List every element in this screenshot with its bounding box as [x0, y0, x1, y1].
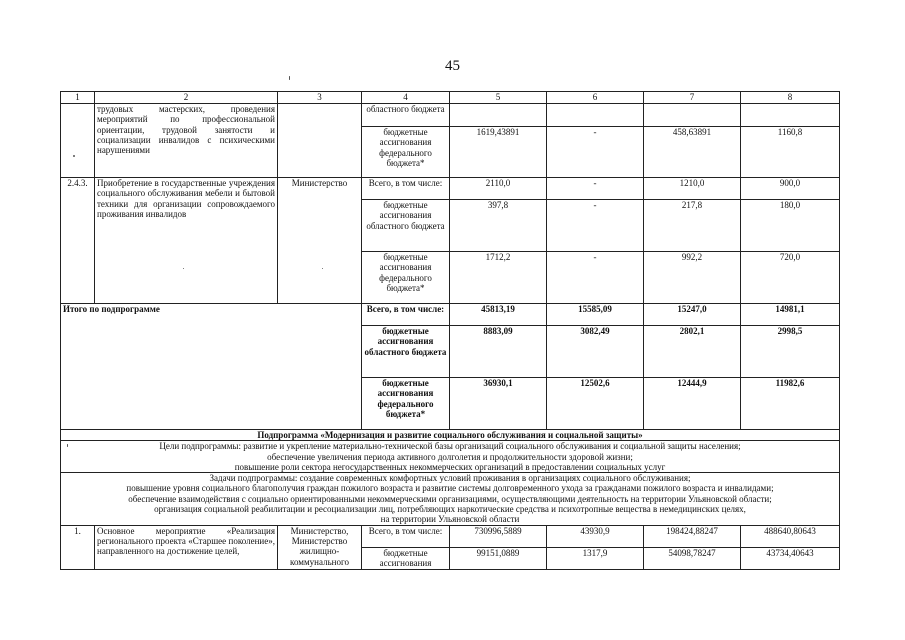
- value-cell: 198424,88247: [644, 525, 741, 547]
- column-number-row: [61, 92, 840, 104]
- value-cell: 3082,49: [547, 326, 644, 378]
- value-cell: 36930,1: [450, 378, 547, 430]
- goal-line: обеспечение увеличения периода активного долголетия и продолжительности здоровой жизни;: [267, 451, 633, 462]
- measure-number: 2.4.3.: [61, 178, 95, 304]
- col-header-8: 8: [741, 92, 840, 104]
- value-cell: 720,0: [741, 252, 840, 304]
- value-cell: 397,8: [450, 200, 547, 252]
- value-cell: 8883,09: [450, 326, 547, 378]
- value-cell: 12502,6: [547, 378, 644, 430]
- col-header-7: 7: [644, 92, 741, 104]
- subprogram-tasks: [61, 473, 840, 525]
- value-cell: 730996,5889: [450, 525, 547, 547]
- value-cell: 15585,09: [547, 304, 644, 326]
- funding-source: бюджетные ассигнования: [362, 547, 450, 569]
- col-header-1: 1: [61, 92, 95, 104]
- funding-source: бюджетные ассигнования федерального бюджета*: [362, 378, 450, 430]
- funding-source: бюджетные ассигнования областного бюджета: [362, 326, 450, 378]
- scan-speck: [67, 444, 68, 447]
- value-cell: [644, 104, 741, 127]
- task-line: Задачи подпрограммы: создание современных комфортных условий проживания в организациях социального обслуживания;: [209, 473, 691, 484]
- col-header-6: 6: [547, 92, 644, 104]
- value-cell: [547, 104, 644, 127]
- value-cell: 43734,40643: [741, 547, 840, 569]
- subprogram-title: Подпрограмма «Модернизация и развитие социального обслуживания и социальной защиты»: [61, 430, 840, 441]
- scan-speck: [73, 155, 75, 157]
- number-cell: [61, 104, 95, 178]
- value-cell: 99151,0889: [450, 547, 547, 569]
- scan-speck: [289, 76, 290, 80]
- task-line: организация социальной реабилитации и ресоциализации лиц, потребляющих наркотические средства и психотропные вещества в немедицинских целях,: [154, 504, 746, 515]
- table-row: [61, 525, 840, 547]
- value-cell: 14981,1: [741, 304, 840, 326]
- col-header-4: 4: [362, 92, 450, 104]
- value-cell: 1210,0: [644, 178, 741, 200]
- value-cell: 1712,2: [450, 252, 547, 304]
- measure-number: 1.: [61, 525, 95, 569]
- section-row: [61, 430, 840, 441]
- goal-line: повышение роли сектора негосударственных некоммерческих организаций в предоставлении социальных услуг: [234, 461, 666, 472]
- task-line: обеспечение взаимодействия с социально ориентированными некоммерческими организациями, осуществляющими деятельность на территории Ульяновской области;: [128, 493, 772, 504]
- value-cell: 43930,9: [547, 525, 644, 547]
- value-cell: [450, 104, 547, 127]
- value-cell: 15247,0: [644, 304, 741, 326]
- value-cell: 2998,5: [741, 326, 840, 378]
- value-cell: -: [547, 200, 644, 252]
- value-cell: 12444,9: [644, 378, 741, 430]
- executor-cell: [278, 104, 362, 178]
- scan-speck: [183, 268, 184, 269]
- value-cell: 45813,19: [450, 304, 547, 326]
- value-cell: [741, 104, 840, 127]
- col-header-5: 5: [450, 92, 547, 104]
- program-table: [60, 91, 840, 570]
- funding-source: Всего, в том числе:: [362, 304, 450, 326]
- value-cell: 458,63891: [644, 127, 741, 178]
- funding-source: Всего, в том числе:: [362, 178, 450, 200]
- value-cell: -: [547, 178, 644, 200]
- funding-source: бюджетные ассигнования областного бюджета: [362, 200, 450, 252]
- value-cell: 180,0: [741, 200, 840, 252]
- value-cell: 54098,78247: [644, 547, 741, 569]
- section-row: [61, 441, 840, 473]
- section-row: [61, 473, 840, 525]
- col-header-2: 2: [95, 92, 278, 104]
- value-cell: 11982,6: [741, 378, 840, 430]
- funding-source: бюджетные ассигнования федерального бюджета*: [362, 127, 450, 178]
- value-cell: 217,8: [644, 200, 741, 252]
- funding-source: бюджетные ассигнования федерального бюджета*: [362, 252, 450, 304]
- measure-description: трудовых мастерских, проведения мероприятий по профессиональной ориентации, трудовой занятости и социализации инвалидов с психическими нарушениями: [95, 104, 278, 178]
- subprogram-goals: [61, 441, 840, 473]
- value-cell: 900,0: [741, 178, 840, 200]
- executor: Министерство, Министерство жилищно-коммунального: [278, 525, 362, 569]
- value-cell: 1160,8: [741, 127, 840, 178]
- scan-speck: [322, 268, 323, 269]
- page-number: 45: [445, 58, 460, 74]
- value-cell: 1317,9: [547, 547, 644, 569]
- value-cell: 2802,1: [644, 326, 741, 378]
- task-line: на территории Ульяновской области: [380, 514, 520, 525]
- executor: Министерство: [278, 178, 362, 304]
- task-line: повышение уровня социального благополучия граждан пожилого возраста и развитие системы долговременного ухода за гражданами пожилого возраста и инвалидами;: [126, 483, 774, 494]
- total-row: [61, 304, 840, 326]
- measure-description: Основное мероприятие «Реализация регионального проекта «Старшее поколение», направленного на достижение целей,: [95, 525, 278, 569]
- table-row: [61, 178, 840, 200]
- value-cell: 992,2: [644, 252, 741, 304]
- goal-line: Цели подпрограммы: развитие и укрепление материально-технической базы организаций социального обслуживания и социальной защиты населения;: [159, 441, 741, 452]
- value-cell: 1619,43891: [450, 127, 547, 178]
- value-cell: -: [547, 127, 644, 178]
- total-label: Итого по подпрограмме: [61, 304, 362, 430]
- table-row: [61, 104, 840, 127]
- funding-source: Всего, в том числе:: [362, 525, 450, 547]
- funding-source: областного бюджета: [362, 104, 450, 127]
- value-cell: 2110,0: [450, 178, 547, 200]
- measure-description: Приобретение в государственные учреждения социального обслуживания мебели и бытовой техники для организации сопровождаемого проживания инвалидов: [95, 178, 278, 304]
- value-cell: -: [547, 252, 644, 304]
- value-cell: 488640,80643: [741, 525, 840, 547]
- col-header-3: 3: [278, 92, 362, 104]
